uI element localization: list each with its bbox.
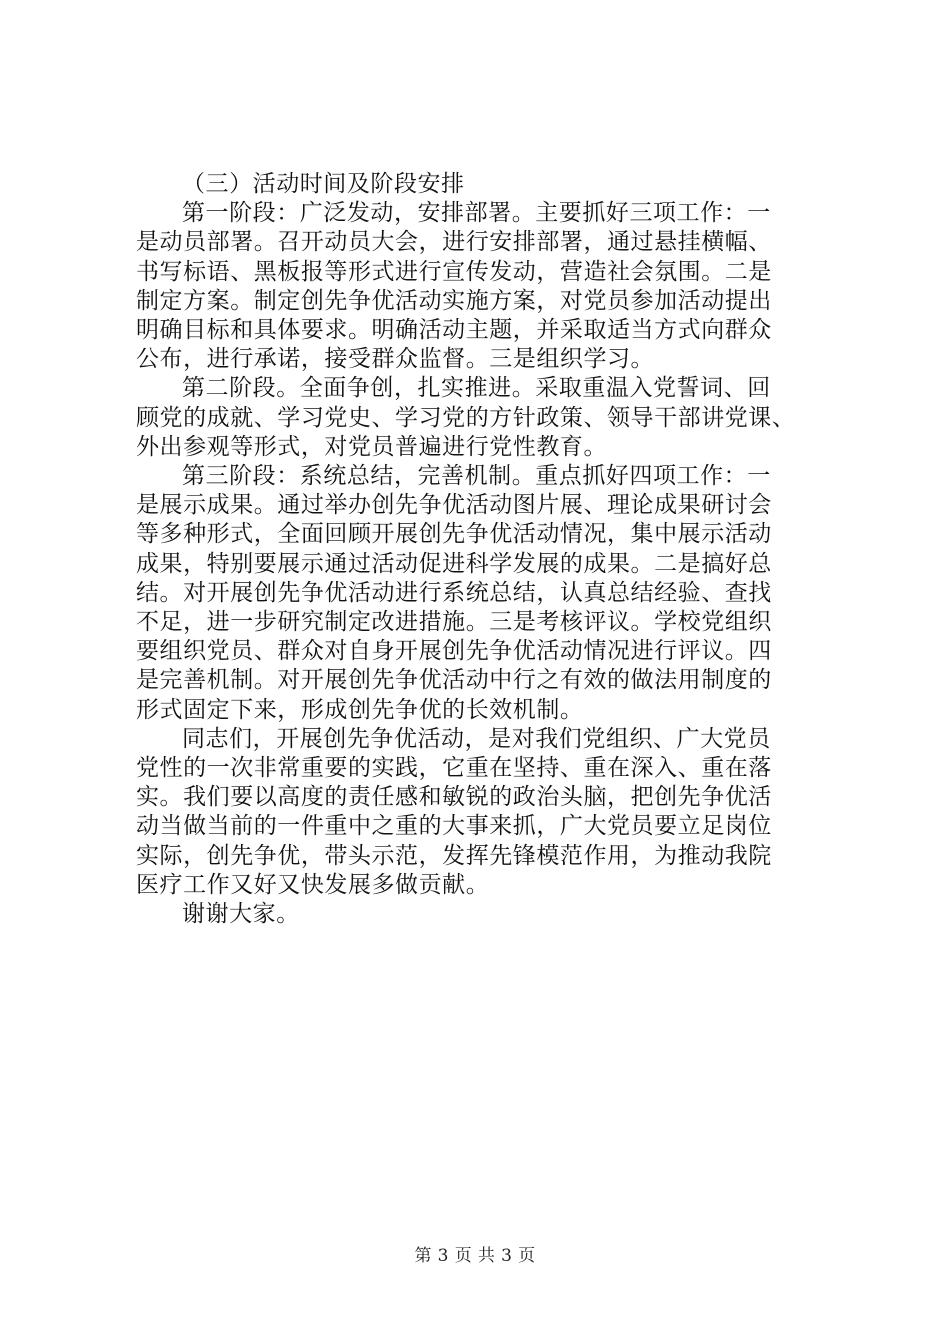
text-line: 是展示成果。通过举办创先争优活动图片展、理论成果研讨会 [136,492,772,519]
text-line: 是完善机制。对开展创先争优活动中行之有效的做法用制度的 [136,667,772,694]
section-heading [136,170,826,199]
paragraph-thanks [136,900,826,929]
text-line: 动当做当前的一件重中之重的大事来抓，广大党员要立足岗位 [136,813,772,840]
text-line: 党性的一次非常重要的实践，它重在坚持、重在深入、重在落 [136,755,772,782]
text-line: 实际，创先争优，带头示范，发挥先锋模范作用，为推动我院 [136,842,772,869]
text-line: 第三阶段：系统总结，完善机制。重点抓好四项工作：一 [182,463,771,490]
text-line: 形式固定下来，形成创先争优的长效机制。 [136,696,584,723]
paragraph-phase-one [136,199,826,374]
text-line: 实。我们要以高度的责任感和敏锐的政治头脑，把创先争优活 [136,784,772,811]
text-line: 医疗工作又好又快发展多做贡献。 [136,871,490,898]
text-line: 同志们，开展创先争优活动，是对我们党组织、广大党员 [182,725,771,752]
text-line: 成果，特别要展示通过活动促进科学发展的成果。二是搞好总 [136,550,772,577]
paragraph-phase-two [136,374,826,462]
text-line: 外出参观等形式，对党员普遍进行党性教育。 [136,433,607,460]
text-line: 要组织党员、群众对自身开展创先争优活动情况进行评议。四 [136,638,772,665]
text-line: 是动员部署。召开动员大会，进行安排部署，通过悬挂横幅、 [136,229,772,256]
text-line: 等多种形式，全面回顾开展创先争优活动情况，集中展示活动 [136,521,772,548]
text-line: （三）活动时间及阶段安排 [182,171,465,197]
paragraph-phase-three [136,462,826,725]
paragraph-closing-remarks [136,725,826,900]
text-line: 谢谢大家。 [182,901,300,928]
text-line: 结。对开展创先争优活动进行系统总结，认真总结经验、查找 [136,579,772,606]
page-number-footer: 第 3 页 共 3 页 [414,1246,536,1266]
text-line: 公布，进行承诺，接受群众监督。三是组织学习。 [136,346,655,373]
text-line: 顾党的成就、学习党史、学习党的方针政策、领导干部讲党课、 [136,404,796,431]
text-line: 第一阶段：广泛发动，安排部署。主要抓好三项工作：一 [182,200,771,227]
text-line: 第二阶段。全面争创，扎实推进。采取重温入党誓词、回 [182,375,771,402]
text-line: 明确目标和具体要求。明确活动主题，并采取适当方式向群众 [136,317,772,344]
text-line: 书写标语、黑板报等形式进行宣传发动，营造社会氛围。二是 [136,258,772,285]
text-line: 不足，进一步研究制定改进措施。三是考核评议。学校党组织 [136,609,772,636]
document-body [136,170,826,929]
text-line: 制定方案。制定创先争优活动实施方案，对党员参加活动提出 [136,287,772,314]
